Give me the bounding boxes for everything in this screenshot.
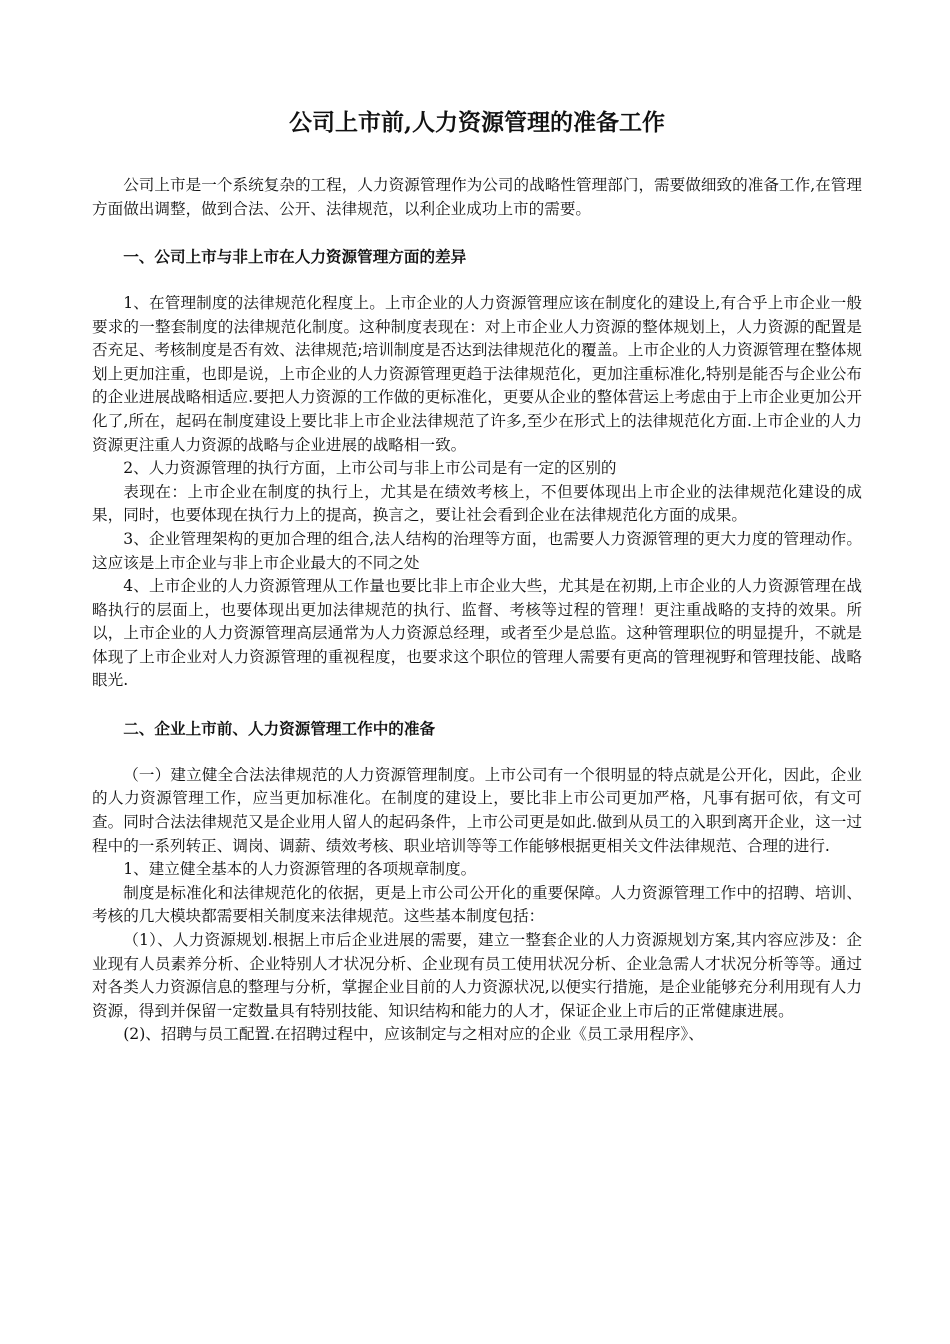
section1-paragraph-4: 3、企业管理架构的更加合理的组合,法人结构的治理等方面，也需要人力资源管理的更大力度的管理动作。这应该是上市企业与非上市企业最大的不同之处 — [92, 529, 862, 572]
intro-paragraph: 公司上市是一个系统复杂的工程，人力资源管理作为公司的战略性管理部门，需要做细致的准备工作,在管理方面做出调整，做到合法、公开、法律规范，以利企业成功上市的需要。 — [92, 176, 862, 218]
section-heading-1: 一、公司上市与非上市在人力资源管理方面的差异 — [123, 246, 467, 266]
section1-paragraph-3: 表现在：上市企业在制度的执行上，尤其是在绩效考核上，不但要体现出上市企业的法律规范化建设的成果，同时，也要体现在执行力上的提高，换言之，要让社会看到企业在法律规范化方面的成果。 — [92, 482, 862, 525]
section2-paragraph-2: 1、建立健全基本的人力资源管理的各项规章制度。 — [123, 860, 477, 879]
section2-paragraph-4: （1）、人力资源规划.根据上市后企业进展的需要，建立一整套企业的人力资源规划方案,其内容应涉及：企业现有人员素养分析、企业特别人才状况分析、企业现有员工使用状况分析、企业急需人才状况分析等等。通过对各类人力资源信息的整理与分析，掌握企业目前的人力资源状况,以便实行措施，是企业能够充分利用现有人力资源，得到并保留一定数量具有特别技能、知识结构和能力的人才，保证企业上市后的正常健康进展。 — [92, 931, 862, 1020]
section1-paragraph-2: 2、人力资源管理的执行方面，上市公司与非上市公司是有一定的区别的 — [123, 459, 617, 478]
section1-paragraph-5: 4、上市企业的人力资源管理从工作量也要比非上市企业大些，尤其是在初期,上市企业的人力资源管理在战略执行的层面上，也要体现出更加法律规范的执行、监督、考核等过程的管理！更注重战略的支持的效果。所以，上市企业的人力资源管理高层通常为人力资源总经理，或者至少是总监。这种管理职位的明显提升，不就是体现了上市企业对人力资源管理的重视程度，也要求这个职位的管理人需要有更高的管理视野和管理技能、战略眼光. — [92, 577, 862, 690]
section1-paragraph-1: 1、在管理制度的法律规范化程度上。上市企业的人力资源管理应该在制度化的建设上,有合乎上市企业一般要求的一整套制度的法律规范化制度。这种制度表现在：对上市企业人力资源的整体规划上，人力资源的配置是否充足、考核制度是否有效、法律规范;培训制度是否达到法律规范化的覆盖。上市企业的人力资源管理在整体规划上更加注重，也即是说，上市企业的人力资源管理更趋于法律规范化，更加注重标准化,特别是能否与企业公布的企业进展战略相适应.要把人力资源的工作做的更标准化，更要从企业的整体营运上考虑由于上市企业更加公开化了,所在，起码在制度建设上要比非上市企业法律规范了许多,至少在形式上的法律规范化方面.上市企业的人力资源更注重人力资源的战略与企业进展的战略相一致。 — [92, 293, 862, 454]
document-title: 公司上市前,人力资源管理的准备工作 — [288, 109, 665, 136]
section2-paragraph-3: 制度是标准化和法律规范化的依据，更是上市公司公开化的重要保障。人力资源管理工作中的招聘、培训、考核的几大模块都需要相关制度来法律规范。这些基本制度包括： — [92, 883, 862, 926]
section2-paragraph-1: （一）建立健全合法法律规范的人力资源管理制度。上市公司有一个很明显的特点就是公开化，因此，企业的人力资源管理工作，应当更加标准化。在制度的建设上，要比非上市公司更加严格，凡事有据可依，有文可查。同时合法法律规范又是企业用人留人的起码条件，上市公司更是如此.做到从员工的入职到离开企业，这一过程中的一系列转正、调岗、调薪、绩效考核、职业培训等等工作能够根据更相关文件法律规范、合理的进行. — [92, 765, 862, 855]
document-body — [92, 174, 862, 1047]
section-heading-2: 二、企业上市前、人力资源管理工作中的准备 — [123, 718, 436, 738]
section2-paragraph-5: (2)、招聘与员工配置.在招聘过程中，应该制定与之相对应的企业《员工录用程序》、 — [123, 1025, 704, 1044]
